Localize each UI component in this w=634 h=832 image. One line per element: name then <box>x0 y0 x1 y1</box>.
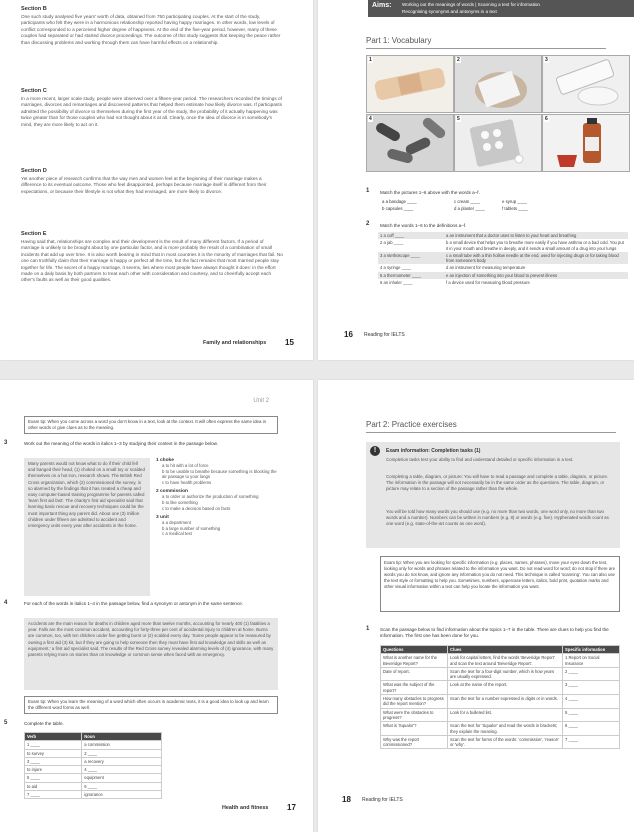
bandage-image <box>455 56 541 112</box>
table-row: 5 ____ equipment <box>25 774 162 782</box>
picture-6 <box>542 114 630 172</box>
part-title: Part 1: Vocabulary <box>366 36 432 45</box>
exam-tip-box-2 <box>24 696 278 714</box>
word-e: e syrup ____ <box>502 199 527 204</box>
picture-number: 5 <box>457 116 460 122</box>
syrup-image <box>543 115 629 171</box>
picture-number: 6 <box>545 116 548 122</box>
column-header: Questions <box>381 646 448 654</box>
word-c: c cream ____ <box>454 199 481 204</box>
page-15 <box>0 0 313 360</box>
info-para-3: You will be told how many words you should use (e.g. no more than two words, one word only, no more than two words and a number). Numbers can be written in numbers (e.g. 8) or words (e.g. five). Hyphenated words count as one word (e.g. state-of-the-art counts as one word). <box>386 509 609 526</box>
exam-tip-text: Exam tip: When you learn the meaning of a word which often occurs in academic texts, it is a good idea to look up and learn the different word forms as well. <box>28 699 269 710</box>
section-c-heading: Section C <box>21 88 47 94</box>
unit-label: Unit 2 <box>253 398 269 404</box>
word-d: d a plaster ____ <box>454 206 485 211</box>
info-icon: ! <box>370 446 380 456</box>
capsules-image <box>367 115 453 171</box>
question-5-number: 5 <box>4 720 8 726</box>
choice-option: c to make a decision based on facts <box>162 505 231 511</box>
question-2-number: 2 <box>366 221 370 227</box>
exam-tip-text: Exam tip: When you are looking for specific information (e.g. places, names, phrases), move your eyes down the text, looking only for words and phrases related to the information you want. Do not read word for word; do not stop if there are words you do not know, and ignore any information you do not need. This technique is called 'scanning'. You can also use the text style or formatting to help you. Sometimes, numbers, uppercase letters, italics, bold print, quotation marks and other visual information within a text can help you locate the information you want. <box>384 560 615 589</box>
column-header: Verb <box>25 733 82 741</box>
divider <box>366 48 606 49</box>
table-row <box>378 239 628 252</box>
def-text: a an instrument that a doctor uses to listen to your heart and breathing <box>444 232 628 239</box>
page-17 <box>0 380 313 832</box>
picture-5 <box>454 114 542 172</box>
picture-number: 1 <box>369 57 372 63</box>
question-4-text: For each of the words in italics 1–4 in the passage below, find a synonym or antonym in the same sentence. <box>24 601 244 606</box>
table-row: Date of report. Scan the text for a four-digit number, which is how years are usually expressed. 2 ____ <box>381 667 620 681</box>
exam-tip-box-1 <box>24 416 278 434</box>
section-b-text: One such study analysed five years' worth of data, obtained from 750 participating couples. At the start of the study, participants who felt they were in a harmonious relationship reported having happy marriages. In other words, low levels of conflict corresponded to a perceived higher degree of happiness. At the end of the five-year period, however, many of these couples had separated or had started divorce proceedings. The outcome of this study suggests that keeping the peace rather than discussing problems and working through them can have harmful effects on a relationship. <box>21 14 281 45</box>
choice-title: 3 unit <box>156 515 169 521</box>
word-b: b capsules ____ <box>382 206 414 211</box>
table-row: How many obstacles to progress did the report mention? Scan the text for a number expressed in digits or in words. 4 ____ <box>381 695 620 709</box>
aims-banner <box>368 0 634 17</box>
page-18 <box>318 380 634 832</box>
question-1-number: 1 <box>366 188 370 194</box>
section-d-text: Yet another piece of research confirms that the way men and women feel at the beginning of their marriage makes a difference to its eventual outcome. Those who feel disappointed, perhaps because marriage itself is different from their expectations, or because their lifestyle is not what they had envisaged, are more likely to divorce. <box>21 176 267 194</box>
choice-title: 2 commission <box>156 489 188 495</box>
column-header: Noun <box>82 733 162 741</box>
def-word: 4 a syringe ____ <box>380 265 411 271</box>
picture-2 <box>454 55 542 113</box>
exam-tip-box <box>380 556 620 612</box>
table-row <box>378 264 628 271</box>
column-header: Clues <box>448 646 563 654</box>
choice-option: c to have health problems <box>162 479 212 485</box>
question-1-number: 1 <box>366 626 370 632</box>
def-word: 3 a stethoscope ____ <box>378 252 444 265</box>
scanning-table <box>380 645 620 749</box>
footer-title: Reading for IELTS <box>364 332 405 338</box>
word-a: a a bandage ____ <box>382 199 417 204</box>
part-title: Part 2: Practice exercises <box>366 420 457 429</box>
info-para-2: Completing a table, diagram, or picture: You will have to read a passage and complete a table, diagram, or picture. The information in the passage will not necessarily be in the same order as the questions. The table, diagram, or picture may relate to a section of the passage rather than the whole. <box>386 474 609 491</box>
passage-box-1 <box>24 458 150 596</box>
page-16 <box>318 0 634 360</box>
def-text: b a small device that helps you to breathe more easily if you have asthma or a bad cold. You put it in your mouth and breathe in deeply, and it sends a small amount of a drug into your lungs <box>446 240 624 251</box>
table-row <box>378 272 628 279</box>
footer-title: Reading for IELTS <box>362 797 403 803</box>
table-row: to injure 4 ____ <box>25 766 162 774</box>
column-header: Specific information <box>563 646 620 654</box>
section-e-text: Having said that, relationships are complex and their development is the result of many different factors. If a period of marriage is unlikely to be brought about by one particular factor, and is more probably the result of a combination of small incidents that add up over time. It is also worth bearing in mind that in most countries it is the minority of marriages that fail. No one can truthfully claim that their marriage is happy or perfect all the time, but the fact remains that most married people stay together for life. The secret of a happy marriage, it seems, lies where most people have always thought it does: in the effort made on a daily basis by both partners to treat each other with consideration and courtesy, and to cheerfully accept each other's faults as well as their good qualities. <box>21 239 283 283</box>
def-word: 1 a cuff ____ <box>378 232 444 239</box>
table-row: What is 'Squalor'? Scan the text for 'Squalor' and read the words in brackets; they explain the meaning. 6 ____ <box>381 722 620 736</box>
table-row: What were the obstacles to progress? Look for a bulleted list. 5 ____ <box>381 708 620 722</box>
passage-box-2 <box>24 618 278 690</box>
page-number: 15 <box>285 338 294 347</box>
choice-option: b a large number of something <box>162 525 221 531</box>
page-number: 16 <box>344 330 353 339</box>
table-row: to survey 2 ____ <box>25 749 162 757</box>
picture-4 <box>366 114 454 172</box>
section-c-text: In a more recent, larger scale study, people were observed over a fifteen-year period. The researchers recorded the timings of marriages, divorces and remarriages and discovered patterns that helped them estimate how likely divorce was. If participants admitted the possibility of divorce to themselves during the first year of the study, the probability of it actually happening was twice greater than for those couples who had not thought about it at all. Clearly, once the idea of divorce is in somebody's mind, they are more likely to act on it. <box>21 96 283 127</box>
word-forms-table <box>24 732 162 799</box>
page-number: 17 <box>287 803 296 812</box>
table-row: What was the subject of the report? Look at the name of the report. 3 ____ <box>381 681 620 695</box>
def-word: 2 a jab ____ <box>380 240 404 246</box>
def-text: f a device used for measuring blood pressure <box>446 280 530 286</box>
question-2-text: Match the words 1–6 to the definitions a–f. <box>380 223 467 228</box>
choice-option: a a department <box>162 520 191 526</box>
footer-title: Health and fitness <box>222 805 269 811</box>
table-row: Why was the report commissioned? Scan the text for forms of the words: 'commission', 'reason' or 'why'. 7 ____ <box>381 735 620 749</box>
tablets-image <box>455 115 541 171</box>
question-3-number: 3 <box>4 440 8 446</box>
table-row: 3 ____ a recovery <box>25 757 162 765</box>
page-number: 18 <box>342 795 351 804</box>
plaster-image <box>367 56 453 112</box>
word-f: f tablets ____ <box>502 206 528 211</box>
question-1-text: Match the pictures 1–6 above with the words a–f. <box>380 190 480 195</box>
info-para-1: Completion tasks test your ability to find and understand detailed or specific information in a text. <box>386 457 574 462</box>
question-5-text: Complete the table. <box>24 721 64 726</box>
picture-number: 2 <box>457 57 460 63</box>
passage-text: Accidents are the main reason for deaths in children aged more than twelve months, accounting for nearly 400 (1) fatalities a year. Falls are the most common accident, accounting for forty-three per cent of accidental injury to children at home. Burns are common, too, with ten children under five getting burnt or (2) scalded every day. 'Some people appear to be reassured by owning a first aid (3) kit, but if they are going to help someone then they must have first aid knowledge and skills as well as equipment,' a first aid specialist said. The results of the Red Cross survey revealed alarming levels of (4) ignorance, with many parents relying more on stories than on knowledge or common sense when faced with an emergency. <box>28 621 274 658</box>
question-1-text: Scan the passage below to find information about the topics 1–7 in the table. There are clues to help you find the information. The first one has been done for you. <box>380 627 609 638</box>
table-row: What is another name for the Beveridge Report? Look for capital letters, find the words 'Beveridge Report' and scan the text around 'Beveridge Report'. 1 Report on Social Insurance <box>381 654 620 668</box>
def-word: 6 an inhaler ____ <box>380 280 413 286</box>
exam-info-box <box>366 442 620 548</box>
choice-option: a to order or authorize the production of something <box>162 494 259 500</box>
choices-column <box>156 458 280 537</box>
aims-label: Aims: <box>372 2 392 9</box>
passage-text: Many parents would not know what to do if their child fell and banged their head, (1) choked on a small toy or scalded themselves on a hot iron, research shows. The British Red Cross organization, which (2) commissioned the survey, is so alarmed by the findings that it has created a cheap and easy computer-based training programme for parents called 'learn first aid fast'. The charity's first aid specialist said that learning basic rescue and recovery techniques could be the most important thing any parent did. About one (3) million children under fifteen are admitted to accident and emergency units every year after accidents in the home. <box>28 461 145 529</box>
table-row: 7 ____ ignorance <box>25 791 162 799</box>
choice-option: b to be unable to breathe because something is blocking the air passage to your lungs <box>162 468 277 480</box>
choice-title: 1 choke <box>156 458 174 463</box>
choice-option: c a medical test <box>162 531 192 537</box>
table-row <box>378 232 628 239</box>
def-text: c a small tube with a thin hollow needle at the end, used for injecting drugs or for taking blood from someone's body <box>444 252 628 265</box>
def-word: 5 a thermometer ____ <box>378 272 444 279</box>
table-row: 1 ____ a commission <box>25 741 162 749</box>
question-4-number: 4 <box>4 600 8 606</box>
exam-tip-text: Exam tip: When you come across a word you don't know in a text, look at the context. It will often express the same idea in other words or give clues as to the meaning. <box>28 419 267 430</box>
divider <box>366 432 616 433</box>
section-d-heading: Section D <box>21 168 47 174</box>
def-text: e an injection of something into your blood to prevent illness <box>444 272 628 279</box>
picture-number: 3 <box>545 57 548 63</box>
picture-1 <box>366 55 454 113</box>
table-row <box>378 279 628 286</box>
definitions-table <box>378 232 628 286</box>
section-e-heading: Section E <box>21 231 47 237</box>
cream-image <box>543 56 629 112</box>
aims-line-2: Recognising synonyms and antonyms in a text <box>402 9 497 14</box>
footer-title: Family and relationships <box>203 340 267 346</box>
choice-option: a to hit with a lot of force <box>162 463 209 468</box>
table-row <box>378 252 628 265</box>
def-text: d an instrument for measuring temperature <box>446 265 526 271</box>
question-3-text: Work out the meaning of the words in italics 1–3 by studying their context in the passage below. <box>24 441 218 446</box>
choice-option: b to like something <box>162 499 198 505</box>
picture-3 <box>542 55 630 113</box>
table-row: to aid 6 ____ <box>25 782 162 790</box>
picture-number: 4 <box>369 116 372 122</box>
info-title: Exam information: Completion tasks (1) <box>386 448 481 454</box>
section-b-heading: Section B <box>21 6 47 12</box>
aims-line-1: Working out the meanings of words | Scanning a text for information <box>402 2 540 7</box>
